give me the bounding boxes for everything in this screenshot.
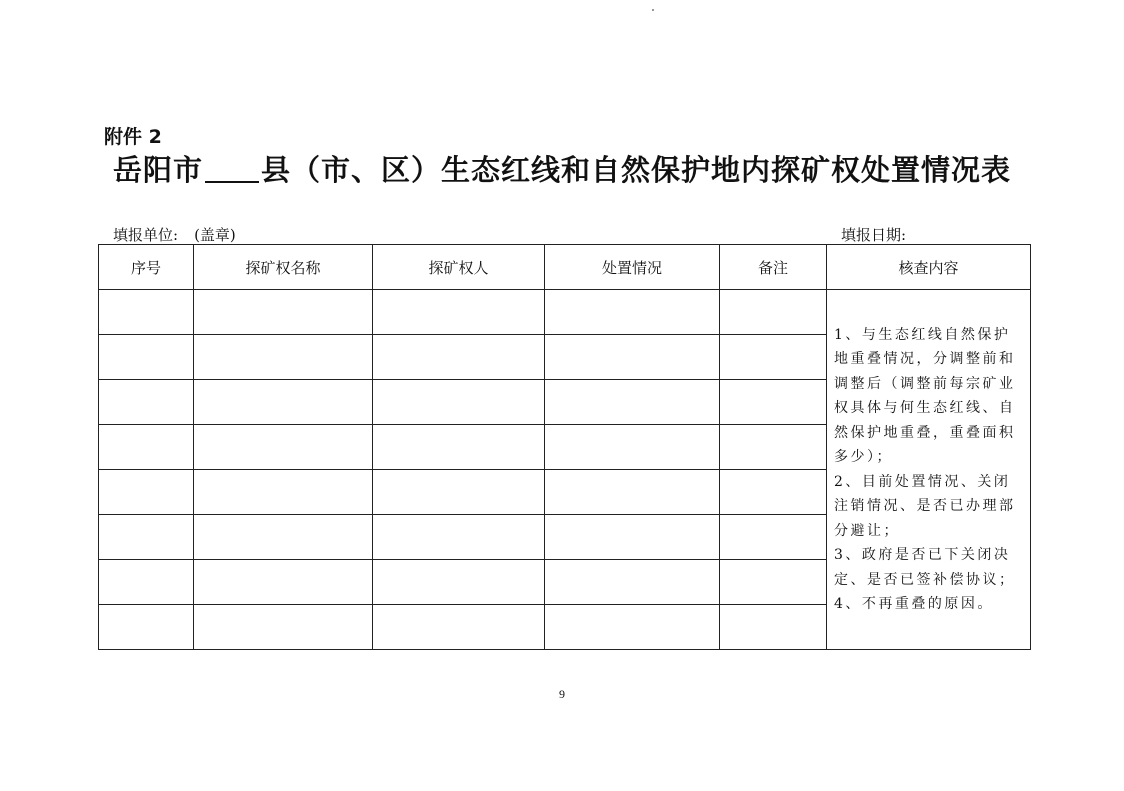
header-serial: 序号 [99, 245, 194, 290]
table-cell[interactable] [194, 560, 373, 605]
note-item: 4、不再重叠的原因。 [834, 596, 994, 612]
note-item: 1、与生态红线自然保护地重叠情况，分调整前和调整后（调整前每宗矿业权具体与何生态红线、自然保护地重叠，重叠面积多少）； [834, 326, 1016, 465]
table-cell[interactable] [194, 335, 373, 380]
table-cell[interactable] [545, 290, 720, 335]
table-cell[interactable] [99, 560, 194, 605]
table-cell[interactable] [545, 470, 720, 515]
table-cell[interactable] [194, 605, 373, 650]
table-cell[interactable] [373, 470, 545, 515]
header-verification: 核查内容 [827, 245, 1031, 290]
table-cell[interactable] [373, 425, 545, 470]
table-cell[interactable] [194, 470, 373, 515]
table-cell[interactable] [720, 290, 827, 335]
page-number: 9 [559, 687, 565, 701]
page-title [0, 148, 1124, 189]
table-row [99, 290, 1031, 335]
table-cell[interactable] [720, 380, 827, 425]
table-cell[interactable] [99, 380, 194, 425]
table-cell[interactable] [545, 560, 720, 605]
header-disposal: 处置情况 [545, 245, 720, 290]
table-cell[interactable] [720, 425, 827, 470]
title-suffix: 县（市、区）生态红线和自然保护地内探矿权处置情况表 [261, 153, 1012, 187]
table-cell[interactable] [720, 605, 827, 650]
county-blank-line [205, 153, 259, 183]
table-cell[interactable] [194, 380, 373, 425]
table-cell[interactable] [545, 425, 720, 470]
table-cell[interactable] [194, 290, 373, 335]
table-cell[interactable] [720, 335, 827, 380]
header-right-holder: 探矿权人 [373, 245, 545, 290]
disposal-table [98, 244, 1031, 650]
table-cell[interactable] [545, 605, 720, 650]
table-cell[interactable] [373, 560, 545, 605]
table-cell[interactable] [373, 335, 545, 380]
filing-unit [113, 224, 236, 245]
table-header-row [99, 245, 1031, 290]
header-remarks: 备注 [720, 245, 827, 290]
note-item: 2、目前处置情况、关闭注销情况、是否已办理部分避让； [834, 473, 1016, 539]
table-cell[interactable] [545, 380, 720, 425]
table-cell[interactable] [545, 515, 720, 560]
table-cell[interactable] [99, 470, 194, 515]
note-item: 3、政府是否已下关闭决定、是否已签补偿协议； [834, 547, 1016, 588]
table-cell[interactable] [720, 560, 827, 605]
table-cell[interactable] [99, 425, 194, 470]
table-cell[interactable] [194, 515, 373, 560]
table-cell[interactable] [99, 515, 194, 560]
table-cell[interactable] [99, 605, 194, 650]
table-cell[interactable] [373, 515, 545, 560]
table-cell[interactable] [99, 290, 194, 335]
table-cell[interactable] [373, 290, 545, 335]
table-cell[interactable] [99, 335, 194, 380]
filing-date-label: 填报日期: [841, 226, 907, 244]
table-cell[interactable] [545, 335, 720, 380]
filing-date [841, 224, 906, 245]
scan-speck [652, 9, 654, 11]
table-cell[interactable] [720, 515, 827, 560]
table-cell[interactable] [194, 425, 373, 470]
header-right-name: 探矿权名称 [194, 245, 373, 290]
filing-unit-label: 填报单位: [113, 226, 179, 244]
table-cell[interactable] [373, 605, 545, 650]
stamp-label: (盖章) [194, 226, 236, 244]
table-cell[interactable] [720, 470, 827, 515]
attachment-label: 附件 2 [104, 126, 162, 148]
table-cell[interactable] [373, 380, 545, 425]
title-prefix: 岳阳市 [112, 153, 203, 187]
verification-notes-cell [827, 290, 1031, 650]
